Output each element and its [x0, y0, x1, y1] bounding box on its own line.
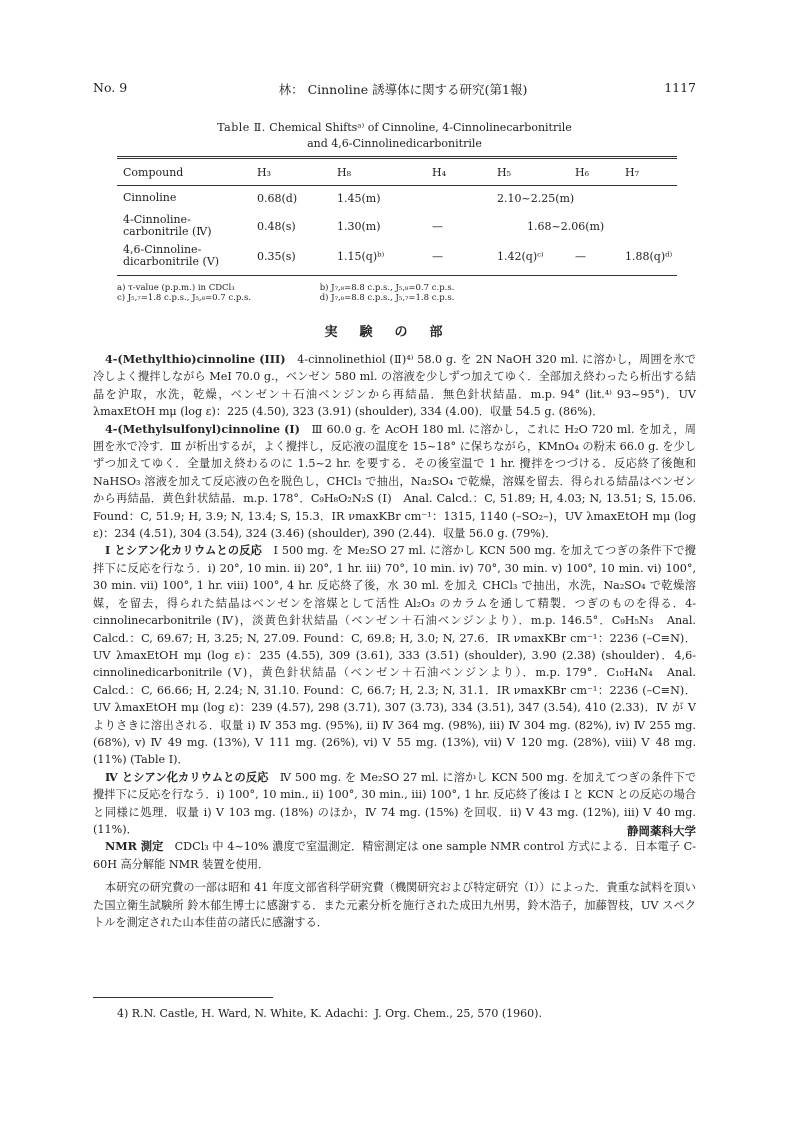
- column-header: H₃: [257, 166, 272, 179]
- table-caption-line2: and 4,6-Cinnolinedicarbonitrile: [307, 137, 482, 150]
- paragraph-heading: Ⅳ とシアン化カリウムとの反応: [105, 769, 269, 784]
- chemical-shifts-table: [117, 160, 677, 271]
- table-row: [117, 211, 677, 241]
- acknowledgment-text: 本研究の研究費の一部は昭和 41 年度文部省科学研究費（機関研究および特定研究（Ⅰ））によった．貴重な試料を頂いた国立衛生試験所 鈴木郁生博士に感謝する．また元素分析を施行された成田九州男，鈴木浩子，加藤智枝，UV スペクトルを測定された山本佳苗の諸氏に感謝する．: [93, 881, 696, 929]
- column-header: Compound: [123, 165, 184, 179]
- affiliation: 静岡薬科大学: [627, 824, 696, 838]
- table-header-rule: [117, 185, 677, 186]
- h4-cell: [432, 185, 497, 211]
- paragraph-heading: Ⅰ とシアン化カリウムとの反応: [105, 543, 263, 558]
- paragraph-text: 4-cinnolinethiol (Ⅱ)⁴⁾ 58.0 g. を 2N NaOH 320 ml. に溶かし，周囲を氷で冷しよく攪拌しながら MeI 70.0 g.，ベンゼン 580 ml. の溶液を少しずつ加えてゆく．全部加え終わったら析出する結晶を沪取，水洗，乾燥，ベンゼン＋石油ベンジンから再結晶．無色針状結晶．m.p. 94° (lit.⁴⁾ 93~95°)．UV λmaxEtOH mμ (log ε)：225 (4.50), 323 (3.91) (shoulder), 334 (4.00)．収量 54.5 g. (86%)．: [93, 353, 696, 419]
- table-bottom-rule: [117, 275, 677, 276]
- paragraph-text: Ⅰ 500 mg. を Me₂SO 27 ml. に溶かし KCN 500 mg. を加えてつぎの条件下で攪拌下に反応を行なう．i) 20°, 10 min. ii) 20°, 1 hr. iii) 70°, 10 min. iv) 70°, 30 min. v) 100°, 10 min. vi) 100°, 30 min. vii) 100°, 1 hr. viii) 100°, 4 hr. 反応終了後，水 30 ml. を加え CHCl₃ で抽出，水洗，Na₂SO₄ で乾燥溶媒，を留去，得られた結晶はベンゼンを溶媒として活性 Al₂O₃ のカラムを通して精製．つぎのものを得る．4-cinnolinecarbonitrile (Ⅳ)，淡黄色針状結晶（ベンゼン＋石油ベンジンより）．m.p. 146.5°．C₉H₅N₃ Anal. Calcd.：C, 69.67; H, 3.25; N, 27.09. Found：C, 69.8; H, 3.0; N, 27.6．IR νmaxKBr cm⁻¹：2236 (–C≡N)．UV λmaxEtOH mμ (log ε)：235 (4.55), 309 (3.61), 333 (3.51) (shoulder), 3.90 (2.38) (shoulder)．4,6-cinnolinedicarbonitrile (Ⅴ)，黄色針状結晶（ベンゼン＋石油ベンジンより）．m.p. 179°．C₁₀H₄N₄ Anal. Calcd.：C, 66.66; H, 2.24; N, 31.10. Found：C, 66.7; H, 2.3; N, 31.1．IR νmaxKBr cm⁻¹：2236 (–C≡N)．UV λmaxEtOH mμ (log ε)：239 (4.57), 298 (3.71), 307 (3.73), 334 (3.51), 347 (3.54), 410 (2.33)．Ⅳ が Ⅴ よりさきに溶出される．収量 i) Ⅳ 353 mg. (95%), ii) Ⅳ 364 mg. (98%), iii) Ⅳ 304 mg. (82%), iv) Ⅳ 255 mg. (68%), v) Ⅳ 49 mg. (13%), Ⅴ 111 mg. (26%), vi) Ⅴ 55 mg. (13%), vii) Ⅴ 120 mg. (28%), viii) Ⅴ 48 mg. (11%) (Table Ⅰ)．: [93, 544, 696, 767]
- h8-cell: 1.45(m): [337, 191, 381, 205]
- footnote: b) J₇,₈=8.8 c.p.s., J₅,₈=0.7 c.p.s.: [319, 283, 455, 293]
- column-header: H₅: [497, 166, 512, 179]
- page-header: [93, 80, 696, 100]
- h3-cell: 0.35(s): [257, 249, 296, 263]
- paragraph-text: CDCl₃ 中 4~10% 濃度で室温測定．精密測定は one sample NMR control 方式による．日本電子 C-60H 高分解能 NMR 装置を使用．: [93, 840, 696, 871]
- compound-cell: Cinnoline: [123, 191, 177, 204]
- journal-issue: No. 9: [93, 80, 128, 95]
- experimental-body: [93, 351, 696, 931]
- h5-cell: 1.42(q)ᶜ⁾: [497, 249, 544, 263]
- column-header: H₄: [432, 166, 447, 179]
- h4-cell: —: [432, 219, 443, 233]
- footnote: a) τ-value (p.p.m.) in CDCl₃: [117, 283, 235, 293]
- h4-cell: —: [432, 249, 443, 263]
- h3-cell: 0.48(s): [257, 219, 296, 233]
- column-header: H₈: [337, 166, 352, 179]
- h3-cell: 0.68(d): [257, 191, 298, 205]
- h8-cell: 1.15(q)ᵇ⁾: [337, 249, 385, 263]
- footnote: c) J₅,₇=1.8 c.p.s., J₅,₈=0.7 c.p.s.: [117, 293, 252, 303]
- h5-cell: 1.68~2.06(m): [527, 219, 605, 233]
- table-caption: [93, 120, 696, 152]
- footnote: d) J₇,₈=8.8 c.p.s., J₅,₇=1.8 c.p.s.: [319, 293, 455, 303]
- table-top-rule: [117, 156, 677, 159]
- paragraph: [93, 421, 696, 543]
- compound-cell: 4-Cinnoline- carbonitrile (Ⅳ): [123, 213, 212, 238]
- h8-cell: 1.30(m): [337, 219, 381, 233]
- paragraph-heading: 4-(Methylthio)cinnoline (III): [105, 352, 286, 366]
- h6-cell: —: [575, 249, 586, 263]
- reference: 4) R.N. Castle, H. Ward, N. White, K. Adachi：J. Org. Chem., 25, 570 (1960).: [117, 1007, 542, 1020]
- table-row: [117, 185, 677, 211]
- paragraph: [93, 769, 696, 839]
- paragraph-text: Ⅲ 60.0 g. を AcOH 180 ml. に溶かし，これに H₂O 720 ml. を加え，周囲を氷で冷す．Ⅲ が析出するが，よく攪拌し，反応液の温度を 15~18° に保ちながら，KMnO₄ の粉末 66.0 g. を少しずつ加えてゆく．全量加え終わるのに 1.5~2 hr. を要する．その後室温で 1 hr. 攪拌をつづける．反応終了後飽和 NaHSO₃ 溶液を加えて反応液の色を脱色し，CHCl₃ で抽出，Na₂SO₄ で乾燥，溶媒を留去．得られる結晶はベンゼンから再結晶．黄色針状結晶．m.p. 178°．C₉H₈O₂N₂S (Ⅰ) Anal. Calcd.：C, 51.89; H, 4.03; N, 13.51; S, 15.06. Found：C, 51.9; H, 3.9; N, 13.4; S, 15.3．IR νmaxKBr cm⁻¹：1315, 1140 (–SO₂–)，UV λmaxEtOH mμ (log ε)：234 (4.51), 304 (3.54), 324 (3.46) (shoulder), 390 (2.44)．収量 56.0 g. (79%)．: [93, 422, 696, 541]
- reference-rule: [93, 997, 273, 998]
- table-caption-line1: Chemical Shiftsᵃ⁾ of Cinnoline, 4-Cinnolinecarbonitrile: [269, 121, 572, 134]
- column-header: H₆: [575, 166, 590, 179]
- paragraph: [93, 838, 696, 873]
- column-header: H₇: [625, 166, 640, 179]
- paragraph-heading: NMR 測定: [105, 839, 164, 854]
- table-header-row: [117, 160, 677, 185]
- footnote-row: [117, 293, 570, 303]
- paragraph: [93, 351, 696, 421]
- h7-cell: 1.88(q)ᵈ⁾: [625, 249, 673, 263]
- h5-cell: 2.10~2.25(m): [497, 191, 575, 205]
- table-label: Table Ⅱ.: [217, 121, 266, 134]
- running-title: 林： Cinnoline 誘導体に関する研究(第1報): [278, 82, 528, 97]
- paragraph: [93, 542, 696, 768]
- table-row: [117, 241, 677, 271]
- table-footnotes: [117, 283, 570, 303]
- acknowledgment-paragraph: [93, 879, 696, 931]
- footnote-row: [117, 283, 570, 293]
- section-title: 実験の部: [324, 325, 465, 340]
- paragraph-text: Ⅳ 500 mg. を Me₂SO 27 ml. に溶かし KCN 500 mg. を加えてつぎの条件下で攪拌下に反応を行なう．i) 100°, 10 min., ii) 100°, 30 min., iii) 100°, 1 hr. 反応終了後は Ⅰ と KCN との反応の場合と同様に処理．収量 i) Ⅴ 103 mg. (18%) のほか，Ⅳ 74 mg. (15%) を回収．ii) Ⅴ 43 mg. (12%), iii) Ⅴ 40 mg. (11%)．: [93, 770, 697, 836]
- compound-cell: 4,6-Cinnoline- dicarbonitrile (Ⅴ): [123, 243, 220, 268]
- page-number: 1117: [664, 80, 696, 95]
- paragraph-heading: 4-(Methylsulfonyl)cinnoline (I): [105, 421, 300, 436]
